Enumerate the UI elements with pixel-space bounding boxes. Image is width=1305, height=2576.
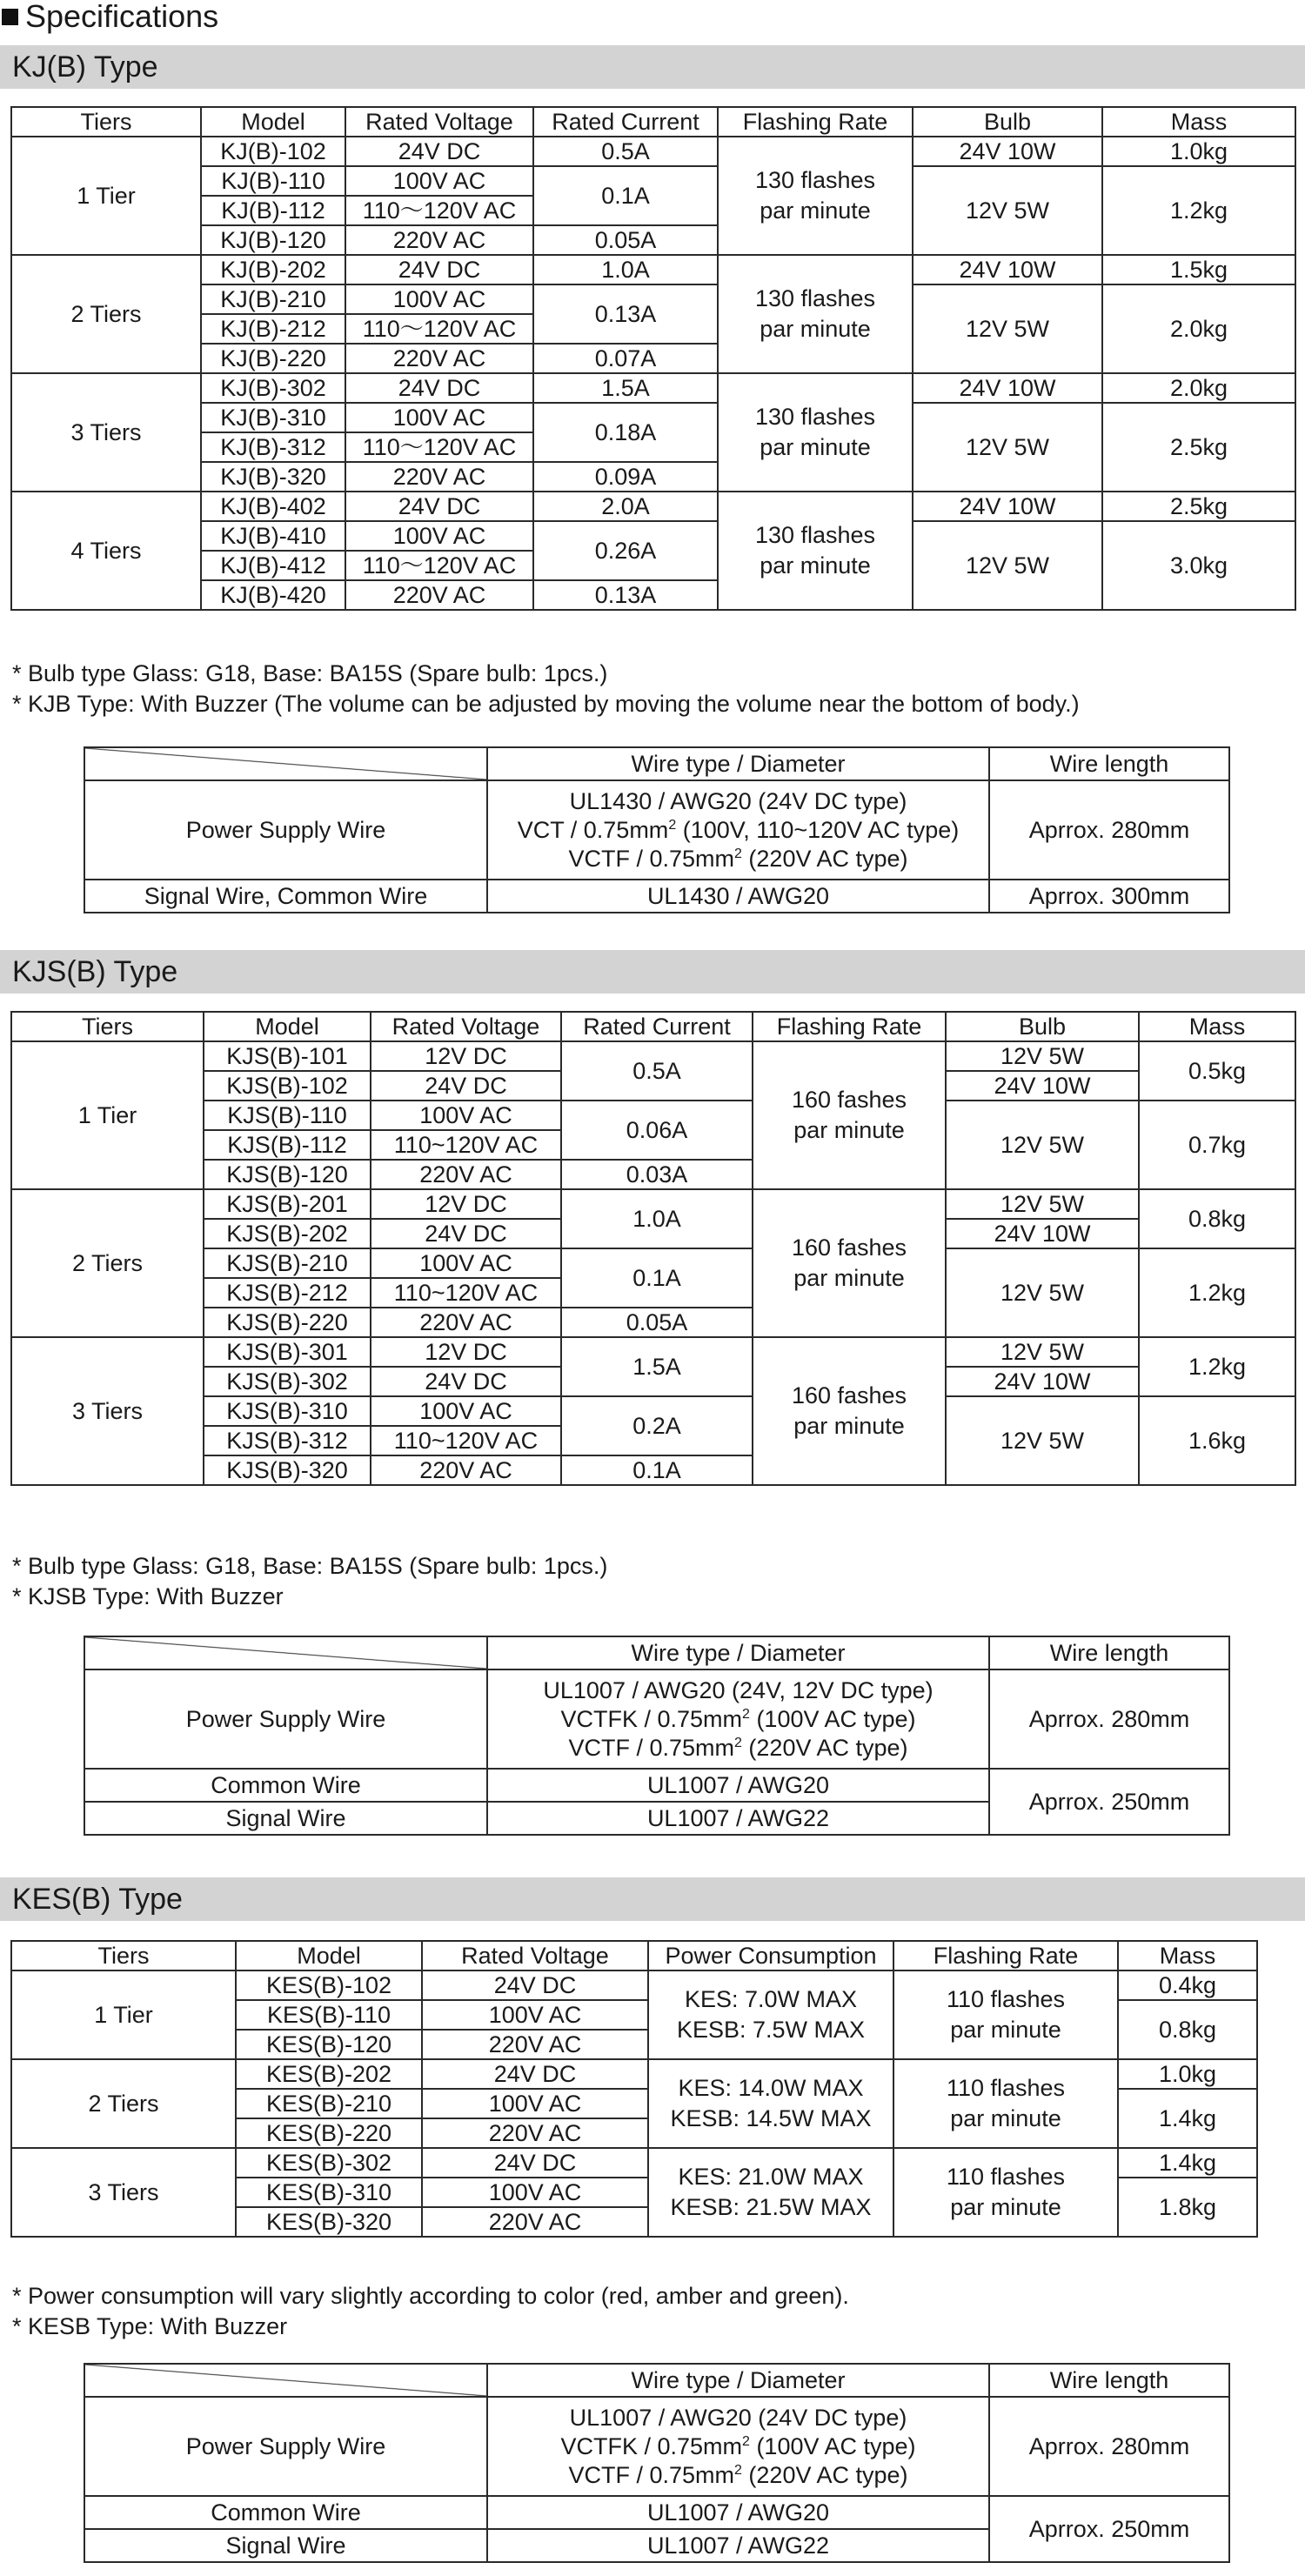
col-flashing-rate: Flashing Rate [718,107,913,137]
table-row [11,1189,1295,1219]
mass-cell: 1.4kg [1118,2089,1257,2148]
rate-line: par minute [793,1265,905,1291]
kjs-note-buzzer: * KJSB Type: With Buzzer [12,1583,284,1609]
diagonal-corner-cell [84,1636,487,1669]
voltage-cell: 24V DC [422,2059,648,2089]
model-cell: KJS(B)-212 [204,1278,371,1308]
table-row [84,1669,1229,1769]
rate-line: 160 fashes [791,1234,907,1261]
wire-type-cell: UL1430 / AWG20 [487,880,989,913]
page-heading [0,0,218,33]
flashing-rate-cell [753,1337,946,1485]
tier-cell: 3 Tiers [11,2148,236,2237]
bulb-cell: 24V 10W [946,1071,1139,1101]
rate-line: 110 flashes [946,2164,1066,2190]
model-cell: KJS(B)-301 [204,1337,371,1367]
voltage-cell: 220V AC [345,225,533,255]
tier-cell: 2 Tiers [11,2059,236,2148]
voltage-cell: 110~120V AC [371,1130,561,1160]
mass-cell: 0.8kg [1118,2000,1257,2059]
kj-section-title: KJ(B) Type [12,50,158,84]
col-tiers: Tiers [11,107,201,137]
voltage-cell: 100V AC [422,2000,648,2030]
voltage-cell: 24V DC [371,1367,561,1396]
wire-label-cell: Signal Wire [84,1802,487,1835]
col-model: Model [204,1012,371,1041]
current-cell: 1.5A [533,373,718,403]
voltage-cell: 110～120V AC [345,314,533,344]
model-cell: KJ(B)-210 [201,284,345,314]
diagonal-corner-cell [84,2364,487,2397]
bulb-cell: 12V 5W [946,1189,1139,1219]
kes-spec-table [10,1940,1258,2238]
model-cell: KJ(B)-410 [201,521,345,551]
model-cell: KES(B)-110 [236,2000,422,2030]
kjs-note-bulb: * Bulb type Glass: G18, Base: BA15S (Spare bulb: 1pcs.) [12,1553,608,1579]
power-line: KES: 14.0W MAX [678,2075,864,2101]
wire-type-cell: UL1007 / AWG20 [487,1769,989,1802]
voltage-cell: 110～120V AC [345,432,533,462]
kes-wire-table [84,2363,1230,2563]
mass-cell: 1.2kg [1102,166,1295,255]
rate-line: par minute [760,434,871,460]
voltage-cell: 100V AC [345,403,533,432]
current-cell: 0.09A [533,462,718,492]
power-cell [648,2059,893,2148]
wire-label-cell: Common Wire [84,2496,487,2529]
voltage-cell: 24V DC [345,137,533,166]
power-line: KESB: 14.5W MAX [670,2105,872,2131]
model-cell: KJ(B)-120 [201,225,345,255]
kes-header-row [11,1941,1257,1970]
flashing-rate-cell [753,1041,946,1189]
model-cell: KJS(B)-320 [204,1455,371,1485]
rate-line: par minute [793,1117,905,1143]
mass-cell: 1.8kg [1118,2178,1257,2237]
table-row [11,2148,1257,2178]
model-cell: KJ(B)-102 [201,137,345,166]
voltage-cell: 24V DC [345,492,533,521]
power-line: KES: 21.0W MAX [678,2164,864,2190]
current-cell: 0.05A [533,225,718,255]
col-rated-voltage: Rated Voltage [422,1941,648,1970]
flashing-rate-cell [718,492,913,610]
rate-line: 160 fashes [791,1087,907,1113]
current-cell: 0.1A [561,1248,753,1308]
voltage-cell: 100V AC [422,2178,648,2207]
bulb-cell: 24V 10W [946,1219,1139,1248]
col-wire-length: Wire length [989,2364,1229,2397]
current-cell: 1.5A [561,1337,753,1396]
bulb-cell: 12V 5W [946,1041,1139,1071]
power-cell [648,2148,893,2237]
model-cell: KJ(B)-402 [201,492,345,521]
model-cell: KJS(B)-210 [204,1248,371,1278]
wire-type-line: UL1007 / AWG20 (24V, 12V DC type) [543,1676,934,1703]
mass-cell: 2.0kg [1102,284,1295,373]
wire-header-row [84,2364,1229,2397]
bulb-cell: 24V 10W [913,492,1102,521]
kjs-spec-table [10,1011,1296,1486]
col-mass: Mass [1118,1941,1257,1970]
kj-note-buzzer: * KJB Type: With Buzzer (The volume can be adjusted by moving the volume near the bottom of body.) [12,691,1080,717]
bulb-cell: 24V 10W [913,373,1102,403]
kjs-header-row [11,1012,1295,1041]
kj-wire-table [84,746,1230,913]
mass-cell: 1.2kg [1139,1337,1295,1396]
wire-length-cell: Aprrox. 300mm [989,880,1229,913]
table-row [11,166,1295,196]
mass-cell: 0.4kg [1118,1970,1257,2000]
tier-cell: 2 Tiers [11,1189,204,1337]
voltage-cell: 12V DC [371,1337,561,1367]
current-cell: 0.05A [561,1308,753,1337]
wire-type-cell: UL1007 / AWG22 [487,1802,989,1835]
model-cell: KJS(B)-220 [204,1308,371,1337]
wire-label-cell: Power Supply Wire [84,1669,487,1769]
current-cell: 0.13A [533,284,718,344]
tier-cell: 1 Tier [11,1970,236,2059]
wire-type-cell: UL1007 / AWG20 [487,2496,989,2529]
rate-line: par minute [950,2105,1061,2131]
model-cell: KJ(B)-110 [201,166,345,196]
mass-cell: 1.4kg [1118,2148,1257,2178]
bulb-cell: 12V 5W [913,403,1102,492]
model-cell: KJS(B)-112 [204,1130,371,1160]
rate-line: par minute [760,316,871,342]
voltage-cell: 24V DC [371,1071,561,1101]
voltage-cell: 110~120V AC [371,1426,561,1455]
table-row [11,492,1295,521]
voltage-cell: 110~120V AC [371,1278,561,1308]
wire-length-cell: Aprrox. 280mm [989,2397,1229,2496]
col-flashing-rate: Flashing Rate [753,1012,946,1041]
voltage-cell: 24V DC [371,1219,561,1248]
current-cell: 0.1A [561,1455,753,1485]
mass-cell: 2.0kg [1102,373,1295,403]
kj-header-row [11,107,1295,137]
bulb-cell: 24V 10W [913,137,1102,166]
current-cell: 2.0A [533,492,718,521]
wire-label-cell: Common Wire [84,1769,487,1802]
tier-cell: 3 Tiers [11,1337,204,1485]
table-row [11,255,1295,284]
power-line: KESB: 21.5W MAX [670,2194,872,2220]
model-cell: KJ(B)-220 [201,344,345,373]
table-row [11,521,1295,551]
kjs-wire-table [84,1636,1230,1836]
flashing-rate-cell [893,2059,1118,2148]
col-mass: Mass [1102,107,1295,137]
kes-section-title: KES(B) Type [12,1883,183,1916]
bulb-cell: 24V 10W [946,1367,1139,1396]
voltage-cell: 100V AC [371,1101,561,1130]
flashing-rate-cell [718,373,913,492]
table-row [11,137,1295,166]
flashing-rate-cell [718,255,913,373]
flashing-rate-cell [753,1189,946,1337]
current-cell: 0.26A [533,521,718,580]
wire-length-cell: Aprrox. 280mm [989,780,1229,880]
model-cell: KES(B)-120 [236,2030,422,2059]
current-cell: 0.5A [561,1041,753,1101]
kes-section-band [0,1877,1305,1921]
bulb-cell: 12V 5W [946,1248,1139,1337]
kj-spec-table [10,106,1296,611]
rate-line: par minute [950,2017,1061,2043]
wire-label-cell: Power Supply Wire [84,2397,487,2496]
model-cell: KES(B)-202 [236,2059,422,2089]
col-bulb: Bulb [946,1012,1139,1041]
kj-note-bulb: * Bulb type Glass: G18, Base: BA15S (Spare bulb: 1pcs.) [12,660,608,686]
voltage-cell: 110～120V AC [345,196,533,225]
wire-type-line: VCTF / $0.75mm^2$ (220V AC type) [568,2461,908,2488]
rate-line: 130 flashes [754,167,876,193]
col-rated-current: Rated Current [561,1012,753,1041]
model-cell: KJ(B)-312 [201,432,345,462]
tier-cell: 3 Tiers [11,373,201,492]
mass-cell: 0.7kg [1139,1101,1295,1189]
rate-line: 130 flashes [754,522,876,548]
wire-type-line: VCTF / $0.75mm^2$ (220V AC type) [568,1734,908,1761]
voltage-cell: 220V AC [345,580,533,610]
col-rated-voltage: Rated Voltage [371,1012,561,1041]
mass-cell: 1.0kg [1102,137,1295,166]
rate-line: 130 flashes [754,285,876,311]
voltage-cell: 220V AC [422,2118,648,2148]
model-cell: KJS(B)-120 [204,1160,371,1189]
wire-type-cell [487,2397,989,2496]
power-line: KES: 7.0W MAX [684,1986,858,2012]
voltage-cell: 100V AC [345,166,533,196]
diagonal-corner-cell [84,747,487,780]
model-cell: KES(B)-210 [236,2089,422,2118]
model-cell: KES(B)-220 [236,2118,422,2148]
voltage-cell: 220V AC [422,2207,648,2237]
table-row [84,2397,1229,2496]
table-row [84,780,1229,880]
wire-type-cell [487,1669,989,1769]
mass-cell: 1.0kg [1118,2059,1257,2089]
table-row [11,1248,1295,1278]
voltage-cell: 100V AC [371,1248,561,1278]
wire-length-cell: Aprrox. 250mm [989,1769,1229,1835]
bulb-cell: 12V 5W [913,284,1102,373]
wire-type-line: VCTFK / $0.75mm^2$ (100V AC type) [560,1705,916,1732]
current-cell: 0.2A [561,1396,753,1455]
table-row [11,1101,1295,1130]
wire-type-line: VCT / $0.75mm^2$ (100V, 110~120V AC type) [517,816,960,843]
current-cell: 0.5A [533,137,718,166]
flashing-rate-cell [893,2148,1118,2237]
model-cell: KJS(B)-202 [204,1219,371,1248]
col-power-consumption: Power Consumption [648,1941,893,1970]
model-cell: KES(B)-302 [236,2148,422,2178]
kjs-section-band [0,950,1305,994]
model-cell: KJS(B)-201 [204,1189,371,1219]
rate-line: par minute [760,552,871,579]
col-rated-current: Rated Current [533,107,718,137]
col-flashing-rate: Flashing Rate [893,1941,1118,1970]
col-mass: Mass [1139,1012,1295,1041]
wire-label-cell: Signal Wire, Common Wire [84,880,487,913]
model-cell: KJ(B)-310 [201,403,345,432]
bulb-cell: 12V 5W [913,521,1102,610]
voltage-cell: 12V DC [371,1189,561,1219]
kjs-section-title: KJS(B) Type [12,955,178,988]
voltage-cell: 220V AC [422,2030,648,2059]
voltage-cell: 220V AC [345,344,533,373]
voltage-cell: 24V DC [422,1970,648,2000]
voltage-cell: 100V AC [345,284,533,314]
mass-cell: 2.5kg [1102,403,1295,492]
rate-line: 110 flashes [946,1986,1066,2012]
current-cell: 1.0A [561,1189,753,1248]
current-cell: 0.18A [533,403,718,462]
tier-cell: 1 Tier [11,1041,204,1189]
voltage-cell: 220V AC [371,1160,561,1189]
bulb-cell: 12V 5W [946,1396,1139,1485]
rate-line: par minute [950,2194,1061,2220]
voltage-cell: 24V DC [345,255,533,284]
wire-type-line: VCTF / $0.75mm^2$ (220V AC type) [568,845,908,872]
table-row [11,373,1295,403]
wire-type-cell [487,780,989,880]
voltage-cell: 24V DC [345,373,533,403]
voltage-cell: 12V DC [371,1041,561,1071]
current-cell: 0.1A [533,166,718,225]
bulb-cell: 24V 10W [913,255,1102,284]
power-line: KESB: 7.5W MAX [676,2017,866,2043]
model-cell: KJS(B)-110 [204,1101,371,1130]
mass-cell: 2.5kg [1102,492,1295,521]
wire-length-cell: Aprrox. 250mm [989,2496,1229,2562]
voltage-cell: 220V AC [371,1455,561,1485]
col-wire-length: Wire length [989,1636,1229,1669]
model-cell: KJ(B)-420 [201,580,345,610]
col-bulb: Bulb [913,107,1102,137]
model-cell: KJ(B)-412 [201,551,345,580]
mass-cell: 0.8kg [1139,1189,1295,1248]
flashing-rate-cell [893,1970,1118,2059]
mass-cell: 0.5kg [1139,1041,1295,1101]
bulb-cell: 12V 5W [913,166,1102,255]
model-cell: KJS(B)-102 [204,1071,371,1101]
current-cell: 0.13A [533,580,718,610]
voltage-cell: 100V AC [345,521,533,551]
model-cell: KJS(B)-312 [204,1426,371,1455]
kes-note-power: * Power consumption will vary slightly according to color (red, amber and green). [12,2283,849,2309]
table-row [11,403,1295,432]
col-wire-type: Wire type / Diameter [487,2364,989,2397]
voltage-cell: 110～120V AC [345,551,533,580]
mass-cell: 1.5kg [1102,255,1295,284]
col-tiers: Tiers [11,1941,236,1970]
mass-cell: 3.0kg [1102,521,1295,610]
rate-line: 130 flashes [754,404,876,430]
table-row [11,2059,1257,2089]
power-cell [648,1970,893,2059]
table-row [11,284,1295,314]
current-cell: 1.0A [533,255,718,284]
kj-section-band [0,45,1305,89]
table-row [11,1041,1295,1071]
mass-cell: 1.6kg [1139,1396,1295,1485]
col-wire-length: Wire length [989,747,1229,780]
model-cell: KES(B)-102 [236,1970,422,2000]
wire-type-line: VCTFK / $0.75mm^2$ (100V AC type) [560,2432,916,2459]
flashing-rate-cell [718,137,913,255]
kes-note-buzzer: * KESB Type: With Buzzer [12,2313,288,2339]
mass-cell: 1.2kg [1139,1248,1295,1337]
tier-cell: 4 Tiers [11,492,201,610]
voltage-cell: 220V AC [371,1308,561,1337]
wire-type-cell: UL1007 / AWG22 [487,2529,989,2562]
page-title: Specifications [25,0,219,34]
tier-cell: 2 Tiers [11,255,201,373]
model-cell: KES(B)-320 [236,2207,422,2237]
col-model: Model [201,107,345,137]
rate-line: par minute [760,197,871,224]
col-wire-type: Wire type / Diameter [487,747,989,780]
col-tiers: Tiers [11,1012,204,1041]
wire-header-row [84,1636,1229,1669]
square-bullet-icon [2,9,18,25]
bulb-cell: 12V 5W [946,1101,1139,1189]
voltage-cell: 24V DC [422,2148,648,2178]
col-model: Model [236,1941,422,1970]
model-cell: KJ(B)-320 [201,462,345,492]
voltage-cell: 220V AC [345,462,533,492]
model-cell: KJ(B)-202 [201,255,345,284]
wire-label-cell: Signal Wire [84,2529,487,2562]
current-cell: 0.07A [533,344,718,373]
table-row [11,1970,1257,2000]
model-cell: KJS(B)-310 [204,1396,371,1426]
current-cell: 0.03A [561,1160,753,1189]
col-rated-voltage: Rated Voltage [345,107,533,137]
voltage-cell: 100V AC [422,2089,648,2118]
wire-length-cell: Aprrox. 280mm [989,1669,1229,1769]
wire-header-row [84,747,1229,780]
table-row [84,2496,1229,2529]
model-cell: KJS(B)-101 [204,1041,371,1071]
col-wire-type: Wire type / Diameter [487,1636,989,1669]
table-row [84,880,1229,913]
wire-label-cell: Power Supply Wire [84,780,487,880]
model-cell: KJ(B)-112 [201,196,345,225]
wire-type-line: UL1007 / AWG20 (24V DC type) [569,2404,907,2431]
table-row [11,1337,1295,1367]
table-row [11,1396,1295,1426]
rate-line: 160 fashes [791,1382,907,1408]
model-cell: KJ(B)-302 [201,373,345,403]
tier-cell: 1 Tier [11,137,201,255]
model-cell: KES(B)-310 [236,2178,422,2207]
wire-type-line: UL1430 / AWG20 (24V DC type) [569,787,907,814]
rate-line: 110 flashes [946,2075,1066,2101]
table-row [84,1769,1229,1802]
bulb-cell: 12V 5W [946,1337,1139,1367]
current-cell: 0.06A [561,1101,753,1160]
model-cell: KJ(B)-212 [201,314,345,344]
model-cell: KJS(B)-302 [204,1367,371,1396]
rate-line: par minute [793,1413,905,1439]
voltage-cell: 100V AC [371,1396,561,1426]
